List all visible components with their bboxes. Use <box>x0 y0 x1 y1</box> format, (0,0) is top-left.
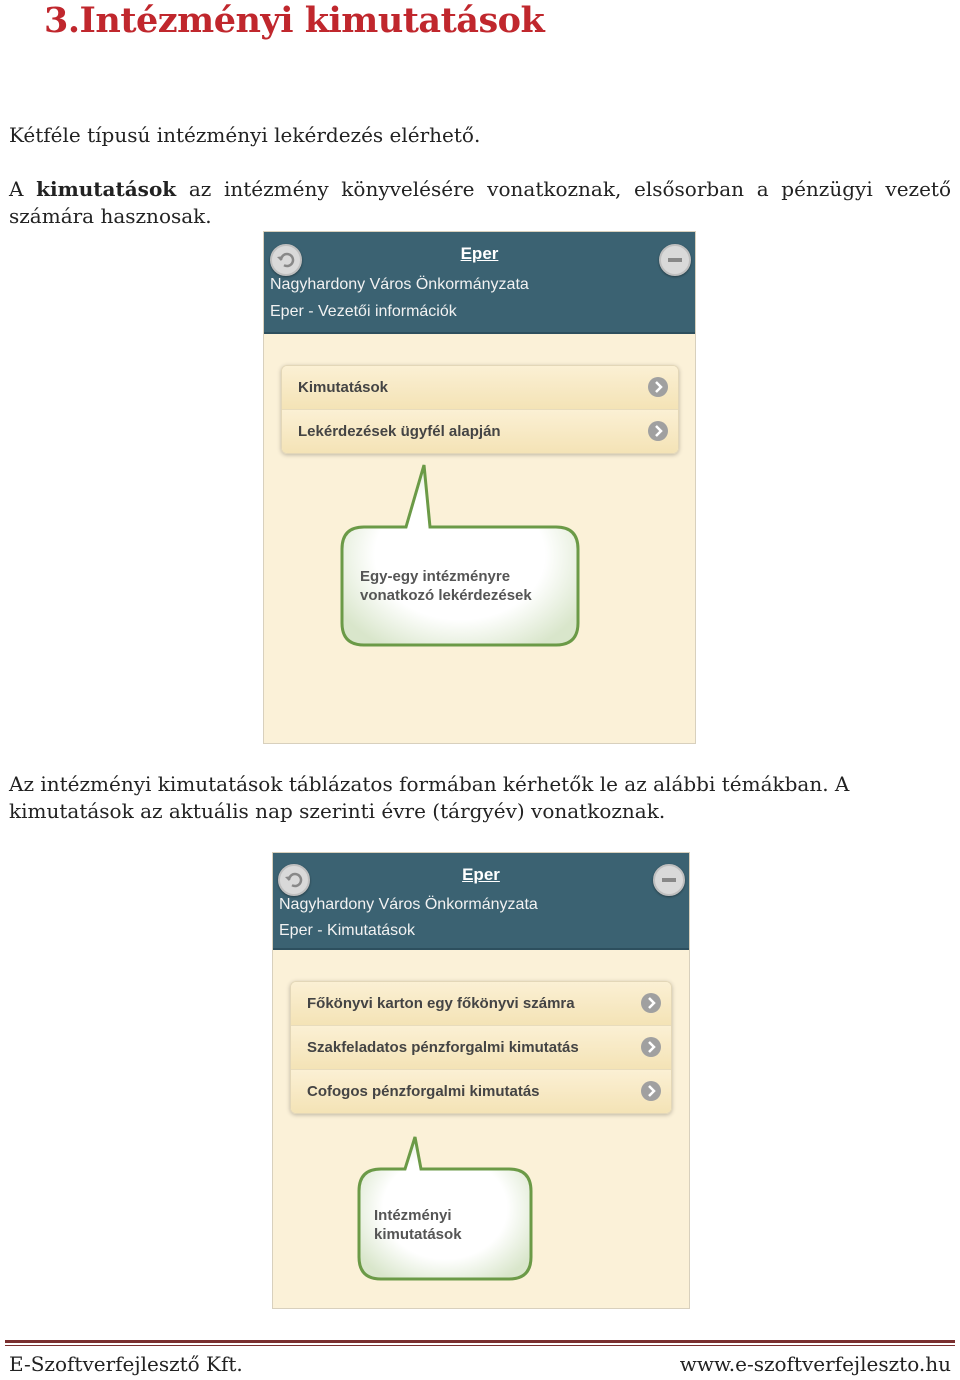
callout-line-1: Egy-egy intézményre <box>360 568 511 585</box>
chevron-right-icon <box>641 993 661 1013</box>
menu-item-label: Kimutatások <box>298 379 389 396</box>
callout-text <box>374 1206 462 1244</box>
kimutatasok-paragraph <box>9 176 951 230</box>
page-subtitle: Eper - Vezetői információk <box>270 303 457 320</box>
para-prefix: A <box>9 177 37 201</box>
app-header <box>264 232 695 334</box>
app-header <box>273 853 689 950</box>
callout-text <box>360 567 532 605</box>
footer-rule-thin <box>5 1345 955 1346</box>
menu-item-kimutatasok[interactable] <box>282 366 678 410</box>
chevron-right-icon <box>641 1037 661 1057</box>
menu-item-lekerdezesek[interactable] <box>282 410 678 453</box>
chevron-right-icon <box>648 421 668 441</box>
callout-line-1: Intézményi <box>374 1207 452 1224</box>
menu-item-fokonyvi-karton[interactable] <box>291 982 671 1026</box>
topics-paragraph: Az intézményi kimutatások táblázatos formában kérhetők le az alábbi témákban. A kimutatások az aktuális nap szerinti évre (tárgyév) vonatkoznak. <box>9 772 850 823</box>
footer-website: www.e-szoftverfejleszto.hu <box>679 1352 951 1376</box>
menu-item-label: Lekérdezések ügyfél alapján <box>298 423 501 440</box>
menu-item-szakfeladatos[interactable] <box>291 1026 671 1070</box>
para-suffix: az intézmény könyvelésére vonatkoznak, elsősorban a pénzügyi vezető számára hasznosak. <box>9 177 951 228</box>
footer-company: E-Szoftverfejlesztő Kft. <box>9 1352 243 1376</box>
intro-paragraph: Kétféle típusú intézményi lekérdezés elérhető. <box>9 123 481 147</box>
menu-item-cofogos[interactable] <box>291 1070 671 1113</box>
menu-item-label: Szakfeladatos pénzforgalmi kimutatás <box>307 1039 579 1056</box>
menu-list <box>290 981 672 1114</box>
menu-item-label: Főkönyvi karton egy főkönyvi számra <box>307 995 575 1012</box>
menu-item-label: Cofogos pénzforgalmi kimutatás <box>307 1083 540 1100</box>
app-title[interactable]: Eper <box>460 244 499 263</box>
para-bold-term: kimutatások <box>36 177 177 201</box>
callout-line-2: kimutatások <box>374 1226 462 1243</box>
callout-bubble <box>334 457 594 657</box>
chevron-right-icon <box>648 377 668 397</box>
screenshot-kimutatasok <box>272 852 690 1309</box>
organization-name: Nagyhardony Város Önkormányzata <box>279 896 538 913</box>
app-title[interactable]: Eper <box>462 865 500 884</box>
screenshot-vezetoi-informaciok <box>263 231 696 744</box>
menu-list <box>281 365 679 454</box>
minus-icon[interactable] <box>653 864 685 896</box>
footer-rule <box>5 1340 955 1343</box>
page-subtitle: Eper - Kimutatások <box>279 922 416 939</box>
organization-name: Nagyhardony Város Önkormányzata <box>270 276 529 293</box>
minus-icon[interactable] <box>659 244 691 276</box>
chevron-right-icon <box>641 1081 661 1101</box>
callout-line-2: vonatkozó lekérdezések <box>360 587 532 604</box>
section-heading: 3.Intézményi kimutatások <box>44 0 545 41</box>
